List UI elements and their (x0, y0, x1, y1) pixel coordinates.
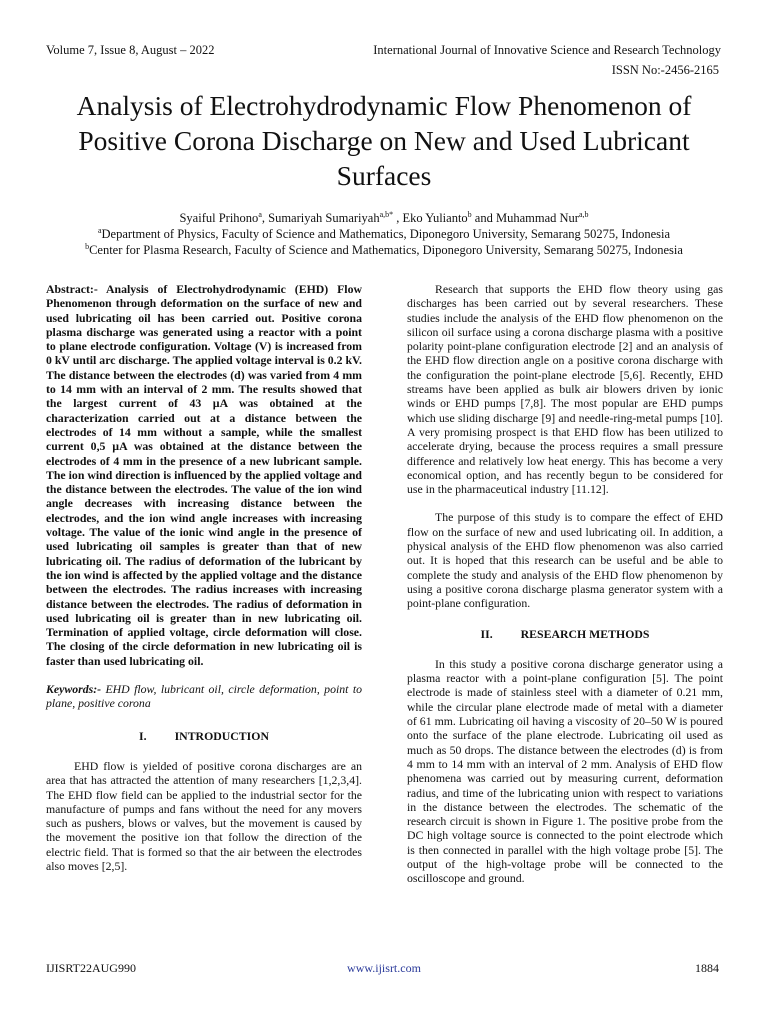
abstract: Abstract:- Analysis of Electrohydrodynamic (EHD) Flow Phenomenon through deformation on the surface of new and used lubricating oil has been carried out. Positive corona plasma discharge was generated using a reactor with a point to plane electrode configuration. Voltage (V) is increased from 0 kV until arc discharge. The applied voltage interval is 0.2 kV. The distance between the electrodes (d) was varied from 4 mm to 14 mm with an interval of 2 mm. The results showed that the largest current of 43 µA was obtained at the characterization carried out at a distance between the electrodes of 14 mm without a sample, while the smallest current 0,5 µA was obtained at the distance between the electrodes of 4 mm in the presence of a new lubricant sample. The ion wind direction is influenced by the applied voltage and the distance between the electrodes. The value of the ion wind angle decreases with increasing distance between the electrodes, and the ion wind angle increases with increasing voltage. The value of the ionic wind angle in the presence of used lubricating oil samples is greater than that of new lubricating oil. The radius of deformation of the lubricant by the ion wind is affected by the applied voltage and the distance between the electrodes. The radius increases with increasing distance between the electrodes. The radius of deformation in used lubricating oil is greater than in new lubricating oil. Termination of applied voltage, circle deformation will close. The closing of the circle deformation in new lubricating oil is faster than used lubricating oil. (46, 282, 362, 668)
journal-volume: Volume 7, Issue 8, August – 2022 (46, 43, 215, 57)
article-id: IJISRT22AUG990 (46, 961, 136, 975)
body-paragraph: EHD flow is yielded of positive corona discharges are an area that has attracted the attention of many researchers [1,2,3,4]. The EHD flow field can be applied to the industrial sector for the manufacture of pumps and fans without the need for any movers such as pushers, blows or valves, but the movement is caused by the movement the positive ion that follow the direction of the electric field. That is formed so that the air between the electrodes also moves [2,5]. (46, 758, 362, 873)
affiliation (40, 226, 728, 242)
section-heading-introduction (46, 729, 362, 743)
affiliation-text: Center for Plasma Research, Faculty of Science and Mathematics, Diponegoro University, Semarang 50275, Indonesia (89, 243, 683, 257)
section-number: II. (480, 626, 493, 641)
section-title: INTRODUCTION (174, 728, 269, 743)
body-paragraph: In this study a positive corona discharge generator using a plasma reactor with a point-plane configuration [5]. The point electrode is made of stainless steel with a diameter of 0.21 mm, while the circular plane electrode made of metal with a diameter of 61 mm. Lubricating oil having a viscosity of 20–50 W is poured onto the surface of the plane electrode. Lubricating oil used as much as 50 drops. The distance between the electrodes (d) is from 4 mm to 14 mm with an interval of 2 mm. Analysis of EHD flow phenomena was carried out by measuring current, deformation radius, and time of the lubricating union with respect to variations in the distance between the electrodes. The schematic of the research circuit is shown in Figure 1. The positive probe from the DC high voltage source is connected to the point electrode which is then connected in parallel with the high voltage probe [5]. The output of the high-voltage probe will be connected to the oscilloscope and ground. (407, 656, 723, 886)
body-paragraph: Research that supports the EHD flow theory using gas discharges has been carried out by several researchers. These studies include the analysis of the EHD flow phenomenon on the silicon oil surface using a corona discharge plasma with a positive polarity point-plane configuration electrode [2] and an analysis of the EHD flow direction angle on a positive corona discharge with the configuration the point-plane electrode [5,6]. Recently, EHD streams have been applied as bulk air blowers driven by ionic winds or EHD pumps [7,8]. The most popular are EHD pumps which use sliding discharge [9] and needle-ring-metal pumps [10]. A very promising prospect is that EHD flow has been utilized to accelerate drying, because the process requires a small pressure difference and relatively low heat energy. This has become a very economical option, and has recently begun to be considered for use in the pharmaceutical industry [11.12]. (407, 282, 723, 497)
journal-name: International Journal of Innovative Science and Research Technology (373, 43, 721, 57)
section-title: RESEARCH METHODS (520, 626, 650, 641)
author-list (40, 210, 728, 226)
affiliation-text: Department of Physics, Faculty of Science and Mathematics, Diponegoro University, Semarang 50275, Indonesia (101, 227, 671, 241)
author-name: and Muhammad Nur (471, 211, 579, 225)
affiliation (40, 242, 728, 258)
author-name: , Eko Yulianto (393, 211, 468, 225)
journal-issn: ISSN No:-2456-2165 (611, 63, 719, 77)
author-name: , Sumariyah Sumariyah (261, 211, 380, 225)
body-paragraph: The purpose of this study is to compare the effect of EHD flow on the surface of new and used lubricating oil. In addition, a physical analysis of the EHD flow phenomenon was also carried out. It is hoped that this research can be useful and be able to complete the study and analysis of the EHD flow phenomenon by using a positive corona discharge plasma generator system with a point-plane configuration. (407, 510, 723, 611)
paper-title: Analysis of Electrohydrodynamic Flow Phenomenon of Positive Corona Discharge on New and Used Lubricant Surfaces (76, 90, 692, 191)
journal-website-link[interactable]: www.ijisrt.com (347, 961, 421, 975)
affiliation-mark: a (97, 225, 102, 235)
author-affiliation-mark: a (258, 209, 262, 219)
section-heading-research-methods (407, 627, 723, 641)
keywords-label: Keywords:- (46, 682, 102, 697)
keywords-text: EHD flow, lubricant oil, circle deformation, point to plane, positive corona (46, 682, 362, 711)
author-name: Syaiful Prihono (179, 211, 259, 225)
author-affiliation-mark: a,b (578, 209, 589, 219)
section-number: I. (139, 728, 147, 743)
right-column (407, 282, 723, 886)
keywords (46, 682, 362, 711)
author-affiliation-mark: b (467, 209, 472, 219)
page-number: 1884 (695, 961, 719, 975)
left-column (46, 282, 362, 873)
affiliation-mark: b (85, 241, 90, 251)
author-affiliation-mark: a,b* (379, 209, 394, 219)
